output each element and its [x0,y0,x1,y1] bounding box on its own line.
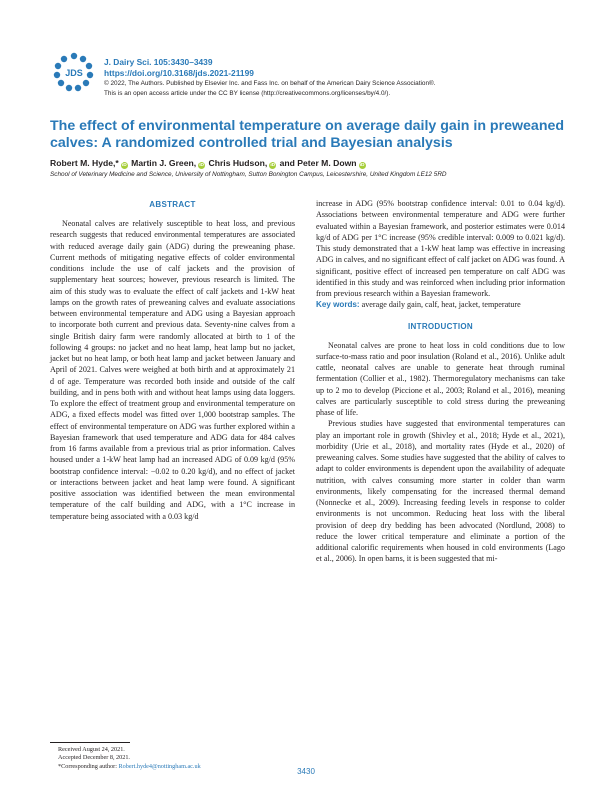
introduction-heading: INTRODUCTION [408,321,473,331]
corresponding-author: *Corresponding author: Robert.hyde4@nottingham.ac.uk [58,762,201,770]
intro-paragraph-2: Previous studies have suggested that environmental temperatures can play an important role in growth (Shivley et al., 2018; Hyde et al., 2021), morbidity (Urie et al., 2018), and mortality rates (Hyde et al., 2020) of preweaning calves. Some studies have suggested that the ability of calves to adapt to colder environments is dependent upon the availability of adequate nutrition, with calves consuming more starter in colder than warm environments, likely compensating for the increased thermal demand (Nonnecke et al., 2009). Increasing feeding levels in response to colder environments is not uncommon. Reducing heat loss with the liberal provision of deep dry bedding has been advocated (Nordlund, 2008) to reduce the lower critical temperature and eliminate a portion of the additional calorific requirements when housed in cold environments (Lago et al., 2006). In open barns, it is been suggested that mi- [316,419,565,564]
abstract-heading: ABSTRACT [149,200,196,209]
doi-link[interactable]: https://doi.org/10.3168/jds.2021-21199 [104,68,254,78]
journal-header [104,57,574,99]
author-name: Martin J. Green, [131,158,197,168]
author-name: Robert M. Hyde,* [50,158,119,168]
article-title: The effect of environmental temperature on average daily gain in preweaned calves: A randomized controlled trial and Bayesian analysis [50,118,565,151]
received-date: Received August 24, 2021. [58,746,125,753]
left-column [50,198,295,522]
license-line[interactable]: This is an open access article under the CC BY license (http://creativecommons.org/licenses/by/4.0/). [104,90,391,97]
author-email-link[interactable]: Robert.hyde4@nottingham.ac.uk [118,762,201,770]
orcid-icon[interactable]: iD [121,163,127,168]
author-name: Peter M. Down [297,158,357,168]
orcid-icon[interactable]: iD [270,163,276,168]
copyright-line: © 2022, The Authors. Published by Elsevier Inc. and Fass Inc. on behalf of the American Dairy Science Association®. [104,80,436,87]
abstract-text-right: increase in ADG (95% bootstrap confidence interval: 0.01 to 0.04 kg/d). Associations between environmental temperature and ADG were further evaluated within a Bayesian framework, and posterior estimates were 0.014 kg/d of ADG per 1°C increase (95% credible interval: 0.009 to 0.021 kg/d). This study demonstrated that a 1-kW heat lamp was effective in increasing ADG in calves, and no significant effect of calf jacket on ADG was found. A significant, positive effect of increased pen temperature on calf ADG was identified in this study and was reinforced when including prior information from previous research within a Bayesian framework. [316,199,565,298]
accepted-date: Accepted December 8, 2021. [58,754,130,762]
author-name: Chris Hudson, [208,158,268,168]
footnote-divider [50,742,130,743]
page-number: 3430 [297,767,315,776]
orcid-icon[interactable]: iD [199,163,205,168]
orcid-icon[interactable]: iD [359,163,365,168]
logo-text: JDS [65,68,83,78]
journal-citation: J. Dairy Sci. 105:3430–3439 [104,57,213,67]
keywords [316,299,565,310]
abstract-text-left: Neonatal calves are relatively susceptible to heat loss, and previous research suggests that reduced environmental temperatures are associated with reduced average daily gain (ADG) during the preweaning phase. Current methods of mitigating negative effects of colder environmental conditions include the use of calf jackets and the provision of supplementary heat sources; however, previous research is limited. The aim of this study was to evaluate the effect of calf jackets and 1-kW heat lamps on the growth rates of preweaning calves and evaluate associations between environmental temperature and ADG using a Bayesian approach to incorporate both current and previous data. Seventy-nine calves from a single British dairy farm were randomly allocated at birth to 1 of the following 4 groups: no jacket and no heat lamp, heat lamp but no jacket, jacket but no heat lamp, or both heat lamp and jacket between January and April of 2021. Calves were weighed at both birth and at approximately 21 d of age. Temperature was recorded both inside and outside of the calf building, and in pens both with and without heat lamps using data loggers. To explore the effect of treatment group and environmental temperature on ADG, a fixed effects model was fitted over 1,000 bootstrap samples. The effect of environmental temperature on ADG was further explored within a Bayesian framework that used temperature and ADG data for 484 calves from 16 farms available from a previous trial as prior information. Calves housed under a 1-kW heat lamp had an increased ADG of 0.09 kg/d (95% bootstrap confidence interval: −0.02 to 0.20 kg/d), and no effect of jacket or interactions between jacket and heat lamp were found. A significant positive association was identified between the mean environmental temperature of the calf building and ADG, with a 1°C increase in temperature being associated with a 0.03 kg/d [50,219,295,521]
jds-logo-icon [52,50,96,94]
right-column [316,198,565,565]
affiliation: School of Veterinary Medicine and Science, University of Nottingham, Sutton Bonington Campus, Leicestershire, United Kingdom LE12 5RD [50,171,447,178]
author-list: Robert M. Hyde,* iD Martin J. Green, iD Chris Hudson, iD and Peter M. Down iD [50,158,365,168]
keywords-label: Key words: [316,300,360,310]
keywords-text: average daily gain, calf, heat, jacket, temperature [361,300,521,310]
intro-paragraph-1: Neonatal calves are prone to heat loss in cold conditions due to low surface-to-mass ratio and poor insulation (Roland et al., 2016). Unlike adult cattle, neonatal calves are unable to generate heat through ruminal fermentation (Collier et al., 1982). Thermoregulatory mechanisms can take up to 2 mo to develop (Piccione et al., 2003; Roland et al., 2016), meaning calves are particularly susceptible to cold stress during the preweaning phase of life. [316,340,565,417]
